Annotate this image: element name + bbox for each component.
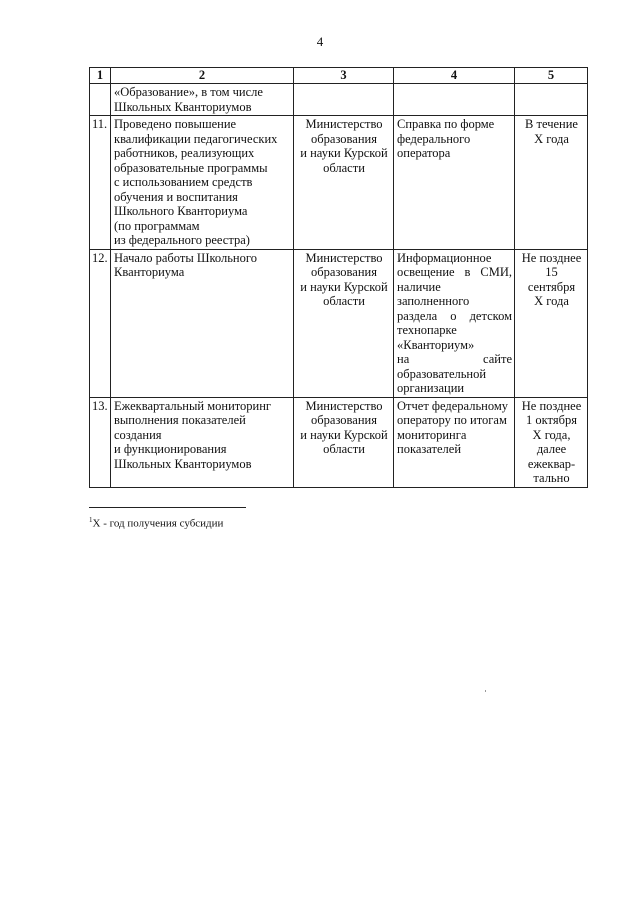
row-number: 11. <box>90 116 111 250</box>
footnote-divider <box>89 507 246 508</box>
table-row <box>90 116 588 250</box>
document-line: заполненного <box>397 294 470 308</box>
footnote-text: X - год получения субсидии <box>92 517 224 530</box>
header-col-5: 5 <box>515 68 588 84</box>
footnote-marker: 1 <box>89 516 93 524</box>
document-cell <box>394 249 515 397</box>
page-number: 4 <box>316 34 324 49</box>
document-line: освещение в СМИ, <box>397 265 512 279</box>
event-cell: Ежеквартальный мониторинг выполнения показателей создания и функционирования Школьных Кванториумов <box>111 397 294 487</box>
document-cell: Справка по форме федерального оператора <box>394 116 515 250</box>
document-cell <box>394 84 515 116</box>
responsible-cell: Министерство образования и науки Курской области <box>294 116 394 250</box>
document-line: на сайте <box>397 352 512 366</box>
table-header-row <box>90 68 588 84</box>
event-cell: Начало работы Школьного Кванториума <box>111 249 294 397</box>
row-number: 13. <box>90 397 111 487</box>
responsible-cell: Министерство образования и науки Курской области <box>294 397 394 487</box>
deadline-cell: В течение X года <box>515 116 588 250</box>
header-col-3: 3 <box>294 68 394 84</box>
scan-speck <box>485 690 486 692</box>
event-cell: «Образование», в том числе Школьных Кванториумов <box>111 84 294 116</box>
document-line: Информационное <box>397 250 492 265</box>
responsible-cell <box>294 84 394 116</box>
document-line: организации <box>397 381 465 395</box>
deadline-cell: Не позднее 15 сентября X года <box>515 249 588 397</box>
table-row <box>90 249 588 397</box>
deadline-cell: Не позднее 1 октября X года, далее ежеквар- тально <box>515 397 588 487</box>
document-line: образовательной <box>397 366 487 381</box>
row-number <box>90 84 111 116</box>
events-table <box>89 67 588 488</box>
table-row <box>90 397 588 487</box>
document-line: раздела о детском <box>397 308 512 323</box>
deadline-cell <box>515 84 588 116</box>
header-col-2: 2 <box>111 68 294 84</box>
responsible-cell: Министерство образования и науки Курской области <box>294 249 394 397</box>
row-number: 12. <box>90 249 111 397</box>
document-line: технопарке <box>397 323 457 337</box>
document-line: наличие <box>397 279 441 294</box>
table-row <box>90 84 588 116</box>
header-col-4: 4 <box>394 68 515 84</box>
event-cell: Проведено повышение квалификации педагогических работников, реализующих образовательные программы с использованием средств обучения и воспитания Школьного Кванториума (по программам из федерального реестра) <box>111 116 294 250</box>
footnote <box>89 516 223 530</box>
document-cell: Отчет федеральному оператору по итогам мониторинга показателей <box>394 397 515 487</box>
document-line: «Кванториум» <box>397 337 475 352</box>
header-col-1: 1 <box>90 68 111 84</box>
